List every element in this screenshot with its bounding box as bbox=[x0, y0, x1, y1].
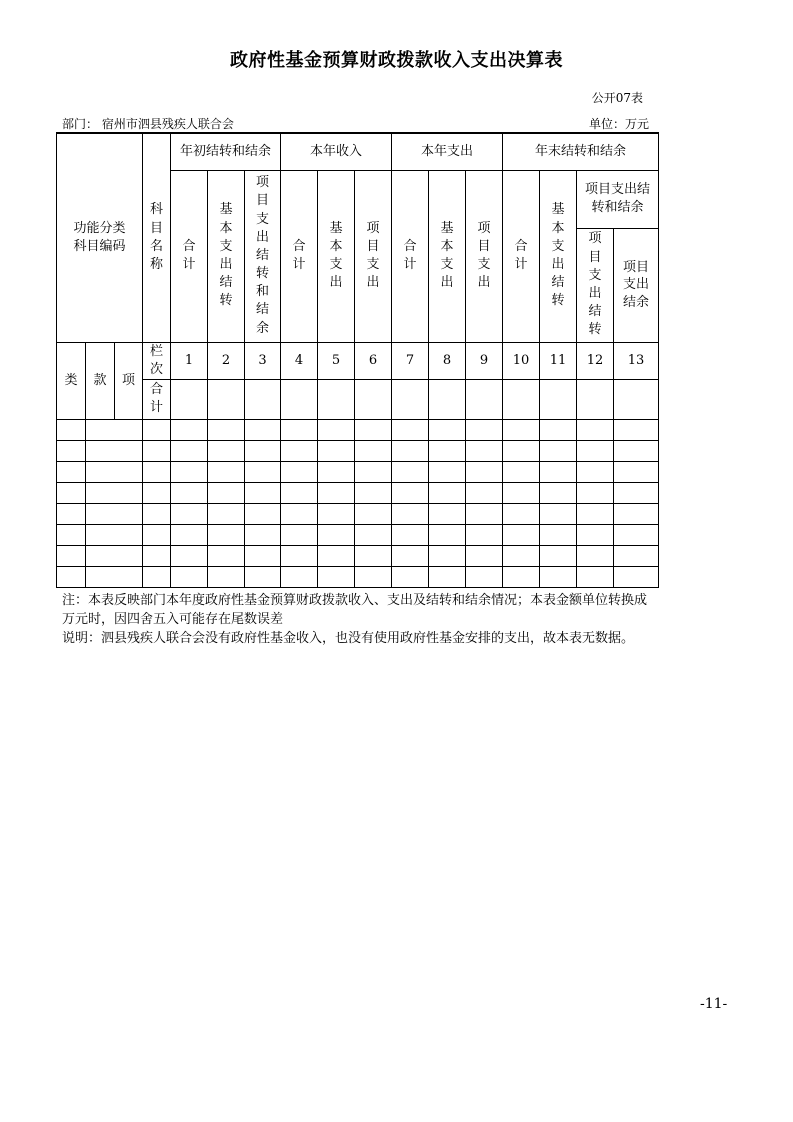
table-explanation: 说明：泗县残疾人联合会没有政府性基金收入，也没有使用政府性基金安排的支出，故本表无数据。 bbox=[62, 631, 635, 646]
begin-total-header: 合计 bbox=[171, 170, 208, 342]
column-no-cell: 13 bbox=[614, 342, 659, 379]
column-no-cell: 1 bbox=[171, 342, 208, 379]
table-row bbox=[57, 524, 659, 545]
table-cell bbox=[614, 379, 659, 419]
page-number: -11- bbox=[700, 996, 728, 1012]
column-no-cell: 6 bbox=[355, 342, 392, 379]
unit-label: 单位：万元 bbox=[588, 117, 649, 131]
table-cell bbox=[429, 379, 466, 419]
column-no-cell: 8 bbox=[429, 342, 466, 379]
class-header: 类 bbox=[57, 342, 86, 419]
column-no-cell: 4 bbox=[281, 342, 318, 379]
table-row bbox=[57, 419, 659, 440]
income-total-header: 合计 bbox=[281, 170, 318, 342]
department-label: 部门： 宿州市泗县残疾人联合会 bbox=[62, 117, 234, 131]
column-no-cell: 7 bbox=[392, 342, 429, 379]
table-cell bbox=[245, 379, 281, 419]
group-begin-header: 年初结转和结余 bbox=[171, 133, 281, 170]
table-cell bbox=[208, 379, 245, 419]
column-no-cell: 5 bbox=[318, 342, 355, 379]
column-no-cell: 10 bbox=[503, 342, 540, 379]
table-note: 注：本表反映部门本年度政府性基金预算财政拨款收入、支出及结转和结余情况；本表金额单位转换成万元时，因四舍五入可能存在尾数误差 bbox=[62, 593, 648, 627]
expense-total-header: 合计 bbox=[392, 170, 429, 342]
income-project-header: 项目支出 bbox=[355, 170, 392, 342]
table-row bbox=[57, 482, 659, 503]
end-project-carry-balance-header: 项目支出结转和结余 bbox=[577, 170, 659, 228]
begin-basic-carry-header: 基本支出结转 bbox=[208, 170, 245, 342]
fund-table bbox=[56, 132, 659, 588]
total-row bbox=[57, 379, 659, 419]
begin-project-carry-balance-header: 项目支出结转和结余 bbox=[245, 170, 281, 342]
column-no-cell: 2 bbox=[208, 342, 245, 379]
subject-name-header: 科目名称 bbox=[143, 133, 171, 342]
group-expense-header: 本年支出 bbox=[392, 133, 503, 170]
expense-basic-header: 基本支出 bbox=[429, 170, 466, 342]
table-cell bbox=[466, 379, 503, 419]
section-header: 款 bbox=[86, 342, 115, 419]
end-project-carry-header: 项目支出结转 bbox=[577, 228, 614, 342]
column-no-cell: 11 bbox=[540, 342, 577, 379]
total-row-label: 合计 bbox=[143, 379, 171, 419]
table-row bbox=[57, 440, 659, 461]
group-end-header: 年末结转和结余 bbox=[503, 133, 659, 170]
table-row bbox=[57, 566, 659, 587]
item-header: 项 bbox=[115, 342, 143, 419]
table-cell bbox=[281, 379, 318, 419]
column-no-label: 栏次 bbox=[143, 342, 171, 379]
table-cell bbox=[503, 379, 540, 419]
table-cell bbox=[392, 379, 429, 419]
table-cell bbox=[540, 379, 577, 419]
column-no-cell: 12 bbox=[577, 342, 614, 379]
end-basic-carry-header: 基本支出结转 bbox=[540, 170, 577, 342]
group-income-header: 本年收入 bbox=[281, 133, 392, 170]
table-cell bbox=[355, 379, 392, 419]
column-no-cell: 3 bbox=[245, 342, 281, 379]
column-no-cell: 9 bbox=[466, 342, 503, 379]
expense-project-header: 项目支出 bbox=[466, 170, 503, 342]
income-basic-header: 基本支出 bbox=[318, 170, 355, 342]
func-code-header: 功能分类科目编码 bbox=[57, 133, 143, 342]
table-cell bbox=[318, 379, 355, 419]
table-row bbox=[57, 503, 659, 524]
table-cell bbox=[577, 379, 614, 419]
end-total-header: 合计 bbox=[503, 170, 540, 342]
table-row bbox=[57, 461, 659, 482]
end-project-balance-header: 项目支出结余 bbox=[614, 228, 659, 342]
table-row bbox=[57, 545, 659, 566]
table-cell bbox=[171, 379, 208, 419]
form-number: 公开07表 bbox=[591, 91, 643, 105]
page-title: 政府性基金预算财政拨款收入支出决算表 bbox=[230, 50, 563, 71]
